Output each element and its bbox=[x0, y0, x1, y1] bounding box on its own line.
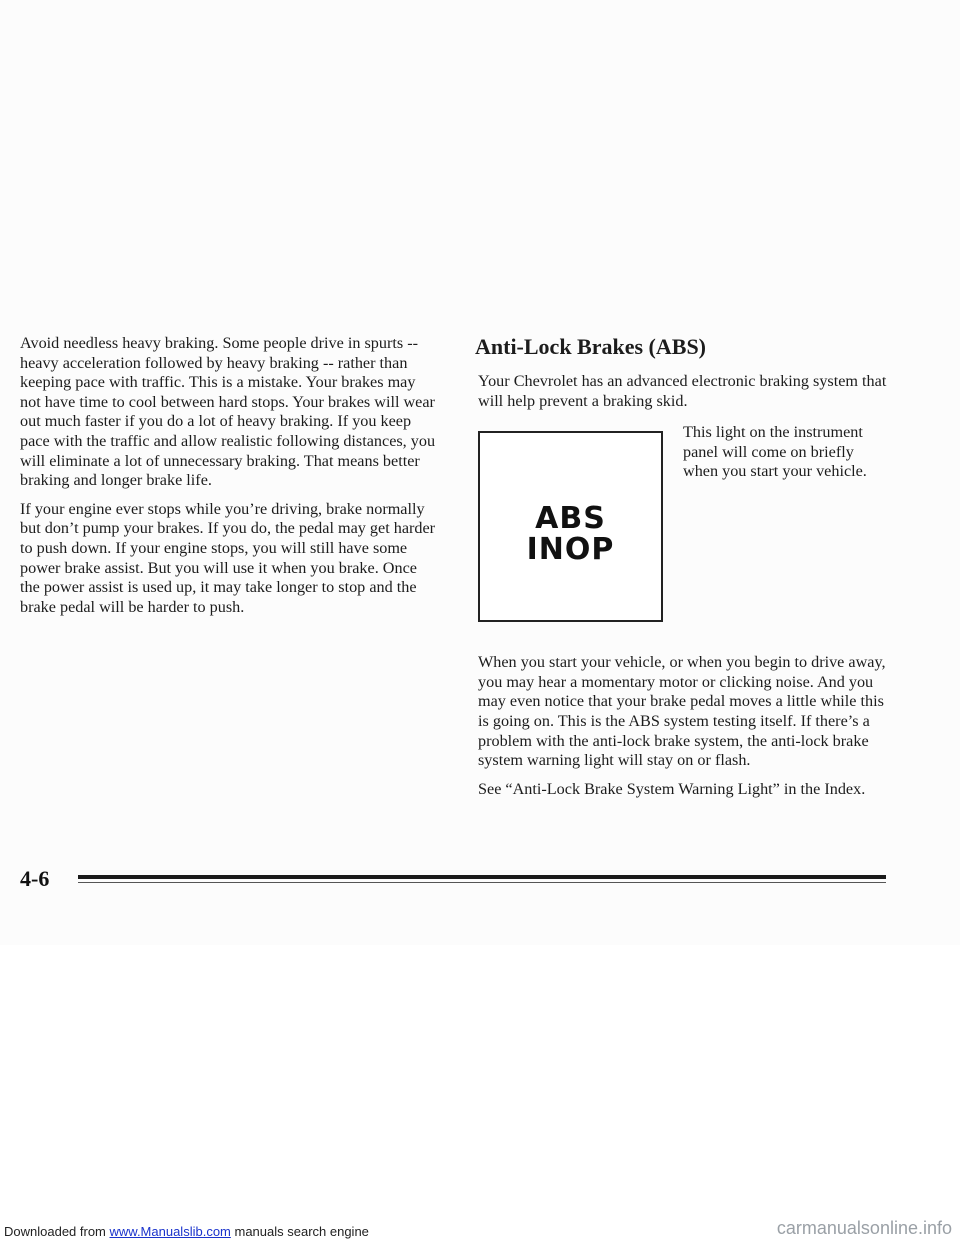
abs-indicator-line2: INOP bbox=[526, 532, 615, 568]
section-heading: Anti-Lock Brakes (ABS) bbox=[475, 334, 707, 359]
abs-indicator-line1: ABS bbox=[535, 501, 606, 537]
left-column bbox=[20, 334, 438, 626]
abs-indicator-block bbox=[478, 423, 898, 643]
footer-rule-thin bbox=[78, 882, 886, 883]
abs-warning-light-icon bbox=[478, 431, 663, 622]
page-number: 4-6 bbox=[20, 866, 50, 891]
download-credit-suffix: manuals search engine bbox=[230, 1224, 369, 1239]
watermark: carmanualsonline.info bbox=[776, 1218, 952, 1238]
paragraph-engine-stops: If your engine ever stops while you’re driving, brake normally but don’t pump your brakes. If you do, the pedal may get harder to push down. If your engine stops, you will still have some power brake assist. But you will use it when you brake. Once the power assist is used up, it may take longer to stop and the brake pedal will be harder to push. bbox=[20, 499, 436, 616]
abs-indicator-text bbox=[480, 501, 661, 568]
download-credit-prefix: Downloaded from bbox=[4, 1224, 110, 1239]
right-column bbox=[475, 334, 898, 808]
paragraph-abs-self-test: When you start your vehicle, or when you begin to drive away, you may hear a momentary motor or clicking noise. And you may even notice that your brake pedal moves a little while this is going on. This is the ABS system testing itself. If there’s a problem with the anti-lock brake system, the anti-lock brake system warning light will stay on or flash. bbox=[478, 653, 886, 770]
abs-indicator-description: This light on the instrument panel will come on briefly when you start your vehicle. bbox=[683, 423, 867, 481]
paragraph-abs-intro: Your Chevrolet has an advanced electronic braking system that will help prevent a braking skid. bbox=[478, 372, 887, 410]
paragraph-heavy-braking: Avoid needless heavy braking. Some people drive in spurts -- heavy acceleration followed by heavy braking -- rather than keeping pace with traffic. This is a mistake. Your brakes may not have time to cool between hard stops. Your brakes will wear out much faster if you do a lot of heavy braking. If you keep pace with the traffic and allow realistic following distances, you will eliminate a lot of unnecessary braking. That means better braking and longer brake life. bbox=[20, 334, 436, 490]
footer-rule bbox=[78, 875, 886, 879]
download-credit bbox=[4, 1224, 369, 1239]
paragraph-see-index: See “Anti-Lock Brake System Warning Light” in the Index. bbox=[478, 779, 866, 798]
manualslib-link[interactable]: www.Manualslib.com bbox=[109, 1224, 231, 1239]
